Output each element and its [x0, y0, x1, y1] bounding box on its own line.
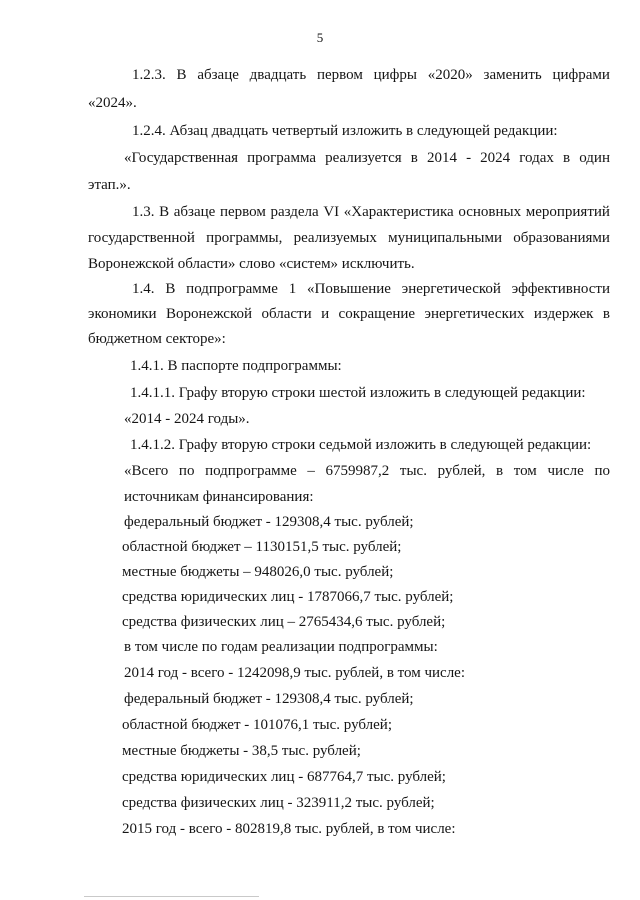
word: энергетической [401, 281, 501, 297]
word: раздела [270, 204, 319, 220]
word: в [602, 306, 610, 322]
p-1-2-3-line-1 [132, 66, 610, 84]
word: один [579, 150, 610, 166]
p-1-4-1-1-line-1: 1.4.1.1. Графу вторую строки шестой изложить в следующей редакции: [130, 385, 586, 401]
word: области [261, 306, 312, 322]
word: издержек [533, 306, 594, 322]
word: программа [247, 150, 317, 166]
p-1-3-line-1 [132, 203, 610, 221]
word: эффективности [511, 281, 610, 297]
p-funding-line-4: средства юридических лиц - 1787066,7 тыс. рублей; [122, 589, 454, 605]
word: и [321, 306, 330, 322]
word: Воронежской [166, 306, 252, 322]
word: – [307, 463, 315, 479]
p-funding-line-1: федеральный бюджет - 129308,4 тыс. рублей; [124, 514, 414, 530]
word: мероприятий [525, 204, 610, 220]
p-total-line-2: источникам финансирования: [124, 489, 314, 505]
p-1-4-line-1 [132, 280, 610, 298]
word: абзаце [173, 204, 216, 220]
word: - [466, 150, 472, 166]
word: числе [547, 463, 584, 479]
word: подпрограмме [186, 281, 278, 297]
p-1-4-1-line-1: 1.4.1. В паспорте подпрограммы: [130, 358, 342, 374]
p-1-3-line-2 [88, 229, 610, 247]
word: «Характеристика [343, 204, 454, 220]
word: сокращение [338, 306, 416, 322]
word: «2020» [427, 67, 473, 83]
word: В [176, 67, 187, 83]
word: подпрограмме [205, 463, 297, 479]
p-funding-line-13: 2015 год - всего - 802819,8 тыс. рублей, в том числе: [122, 821, 456, 837]
word: энергетических [424, 306, 525, 322]
word: «Повышение [307, 281, 391, 297]
word: цифрами [552, 67, 610, 83]
word: цифры [373, 67, 417, 83]
p-funding-line-3: местные бюджеты – 948026,0 тыс. рублей; [122, 564, 394, 580]
p-1-3-line-3: Воронежской области» слово «систем» исключить. [88, 256, 415, 272]
word: в [496, 463, 504, 479]
p-funding-line-7: 2014 год - всего - 1242098,9 тыс. рублей, в том числе: [124, 665, 466, 681]
p-years-line-1: «2014 - 2024 годы». [124, 411, 250, 427]
word: 2014 [426, 150, 457, 166]
word: 1.2.3. [132, 67, 166, 83]
word: 6759987,2 [325, 463, 390, 479]
p-total-line-1 [124, 462, 610, 480]
word: «Всего [124, 463, 169, 479]
page-number: 5 [316, 30, 324, 45]
word: тыс. [399, 463, 427, 479]
p-quote-program-line-1 [124, 149, 610, 167]
word: государственной [88, 230, 195, 246]
word: программы, [206, 230, 283, 246]
p-1-2-3-line-2: «2024». [88, 95, 137, 111]
word: в [410, 150, 418, 166]
word: том [513, 463, 537, 479]
word: по [594, 463, 610, 479]
p-funding-line-8: федеральный бюджет - 129308,4 тыс. рублей; [124, 691, 414, 707]
word: 1.4. [132, 281, 155, 297]
p-funding-line-11: средства юридических лиц - 687764,7 тыс. рублей; [122, 769, 446, 785]
word: VI [323, 204, 340, 220]
word: 1 [288, 281, 297, 297]
word: 1.3. [132, 204, 155, 220]
word: заменить [483, 67, 542, 83]
word: образованиями [513, 230, 610, 246]
word: годах [519, 150, 554, 166]
word: экономики [88, 306, 157, 322]
p-1-4-line-2 [88, 305, 610, 323]
word: реализуется [325, 150, 402, 166]
word: по [178, 463, 195, 479]
p-funding-line-9: областной бюджет - 101076,1 тыс. рублей; [122, 717, 392, 733]
p-1-4-1-2-line-1: 1.4.1.2. Графу вторую строки седьмой изложить в следующей редакции: [130, 437, 592, 453]
p-funding-line-10: местные бюджеты - 38,5 тыс. рублей; [122, 743, 361, 759]
word: первом [316, 67, 363, 83]
word: первом [219, 204, 266, 220]
p-funding-line-12: средства физических лиц - 323911,2 тыс. рублей; [122, 795, 435, 811]
word: В [159, 204, 170, 220]
word: абзаце [197, 67, 239, 83]
p-1-2-4-line-1: 1.2.4. Абзац двадцать четвертый изложить в следующей редакции: [132, 123, 558, 139]
p-funding-line-5: средства физических лиц – 2765434,6 тыс. рублей; [122, 614, 446, 630]
p-funding-line-6: в том числе по годам реализации подпрограммы: [124, 639, 438, 655]
word: В [165, 281, 176, 297]
word: реализуемых [293, 230, 377, 246]
p-1-4-line-3: бюджетном секторе»: [88, 331, 226, 347]
word: двадцать [249, 67, 307, 83]
word: в [563, 150, 571, 166]
word: 2024 [480, 150, 511, 166]
word: рублей, [437, 463, 486, 479]
p-funding-line-2: областной бюджет – 1130151,5 тыс. рублей; [122, 539, 402, 555]
p-quote-program-line-2: этап.». [88, 177, 131, 193]
bottom-rule [84, 896, 259, 897]
word: основных [458, 204, 522, 220]
word: «Государственная [124, 150, 239, 166]
word: муниципальными [388, 230, 503, 246]
